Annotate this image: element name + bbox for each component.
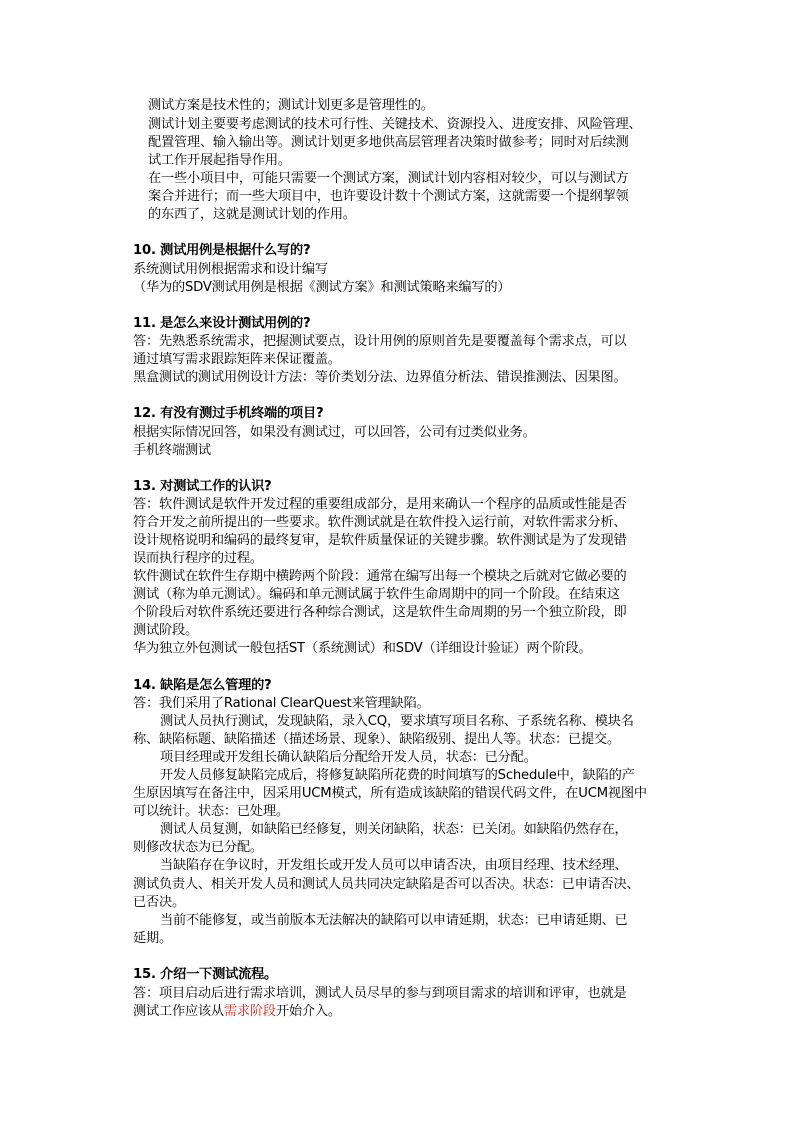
- intro-line: 的东西了，这就是测试计划的作用。: [148, 207, 356, 222]
- body-line: 测试（称为单元测试）。编码和单元测试属于软件生命周期中的同一个阶段。在结束这: [133, 587, 620, 602]
- body-line: 当前不能修复，或当前版本无法解决的缺陷可以申请延期，状态：已申请延期、已: [160, 913, 628, 928]
- body-line: 答：先熟悉系统需求，把握测试要点，设计用例的原则首先是要覆盖每个需求点，可以: [133, 334, 627, 349]
- body-line: 黑盒测试的测试用例设计方法：等价类划分法、边界值分析法、错误推测法、因果图。: [133, 370, 627, 385]
- highlighted-text: 需求阶段: [223, 1004, 276, 1019]
- body-line: 答：项目启动后进行需求培训，测试人员尽早的参与到项目需求的培训和评审，也就是: [133, 986, 627, 1001]
- section-heading: 15. 介绍一下测试流程。: [133, 967, 278, 982]
- body-line: 测试阶段。: [133, 623, 198, 638]
- body-line: 则修改状态为已分配。: [133, 840, 263, 855]
- section-heading: 11. 是怎么来设计测试用例的?: [133, 316, 311, 331]
- intro-line: 在一些小项目中，可能只需要一个测试方案，测试计划内容相对较少，可以与测试方: [148, 171, 629, 186]
- intro-line: 试工作开展起指导作用。: [148, 153, 291, 168]
- body-line: 延期。: [133, 931, 172, 946]
- body-line: （华为的SDV测试用例是根据《测试方案》和测试策略来编写的）: [133, 280, 511, 295]
- body-line: 个阶段后对软件系统还要进行各种综合测试，这是软件生命周期的另一个独立阶段，即: [133, 605, 627, 620]
- section-heading: 13. 对测试工作的认识?: [133, 479, 272, 494]
- section-heading: 14. 缺陷是怎么管理的?: [133, 678, 272, 693]
- intro-line: 配置管理、输入输出等。测试计划更多地供高层管理者决策时做参考；同时对后续测: [148, 135, 629, 150]
- body-line: 测试人员执行测试，发现缺陷，录入CQ，要求填写项目名称、子系统名称、模块名: [160, 714, 634, 729]
- section-heading: 12. 有没有测过手机终端的项目?: [133, 406, 324, 421]
- body-line: 通过填写需求跟踪矩阵来保证覆盖。: [133, 352, 341, 367]
- body-line: 根据实际情况回答，如果没有测试过，可以回答，公司有过类似业务。: [133, 425, 536, 440]
- body-line: 开发人员修复缺陷完成后，将修复缺陷所花费的时间填写的Schedule中，缺陷的产: [160, 768, 635, 783]
- body-line: 设计规格说明和编码的最终复审，是软件质量保证的关键步骤。软件测试是为了发现错: [133, 533, 627, 548]
- body-line: 测试人员复测，如缺陷已经修复，则关闭缺陷，状态：已关闭。如缺陷仍然存在，: [160, 822, 628, 837]
- body-line: 答：我们采用了Rational ClearQuest来管理缺陷。: [133, 696, 430, 711]
- body-line: 误而执行程序的过程。: [133, 551, 263, 566]
- body-line: 已否决。: [133, 895, 185, 910]
- body-line: 当缺陷存在争议时，开发组长或开发人员可以申请否决，由项目经理、技术经理、: [160, 858, 628, 873]
- body-line: 测试负责人、相关开发人员和测试人员共同决定缺陷是否可以否决。状态：已申请否决、: [133, 877, 640, 892]
- body-text: 测试工作应该从: [133, 1004, 224, 1019]
- body-line: 软件测试在软件生存期中横跨两个阶段：通常在编写出每一个模块之后就对它做必要的: [133, 569, 627, 584]
- intro-line: 案合并进行；而一些大项目中，也许要设计数十个测试方案，这就需要一个提纲挈领: [148, 189, 629, 204]
- body-line: 答：软件测试是软件开发过程的重要组成部分，是用来确认一个程序的品质或性能是否: [133, 497, 627, 512]
- section-heading: 10. 测试用例是根据什么写的?: [133, 243, 311, 258]
- body-line: 可以统计。状态：已处理。: [133, 804, 289, 819]
- body-line: 项目经理或开发组长确认缺陷后分配给开发人员，状态：已分配。: [160, 750, 537, 765]
- intro-line: 测试计划主要要考虑测试的技术可行性、关键技术、资源投入、进度安排、风险管理、: [148, 117, 642, 132]
- body-line: 生原因填写在备注中，因采用UCM模式，所有造成该缺陷的错误代码文件，在UCM视图中: [133, 786, 647, 801]
- body-line: 称、缺陷标题、缺陷描述（描述场景、现象）、缺陷级别、提出人等。状态：已提交。: [133, 732, 620, 747]
- body-line: 手机终端测试: [133, 443, 211, 458]
- body-line: 系统测试用例根据需求和设计编写: [133, 262, 328, 277]
- body-line: [133, 1003, 341, 1021]
- body-line: 华为独立外包测试一般包括ST（系统测试）和SDV（详细设计验证）两个阶段。: [133, 641, 592, 656]
- intro-line: 测试方案是技术性的；测试计划更多是管理性的。: [148, 98, 434, 113]
- body-line: 符合开发之前所提出的一些要求。软件测试就是在软件投入运行前，对软件需求分析、: [133, 515, 627, 530]
- body-text: 开始介入。: [275, 1004, 341, 1019]
